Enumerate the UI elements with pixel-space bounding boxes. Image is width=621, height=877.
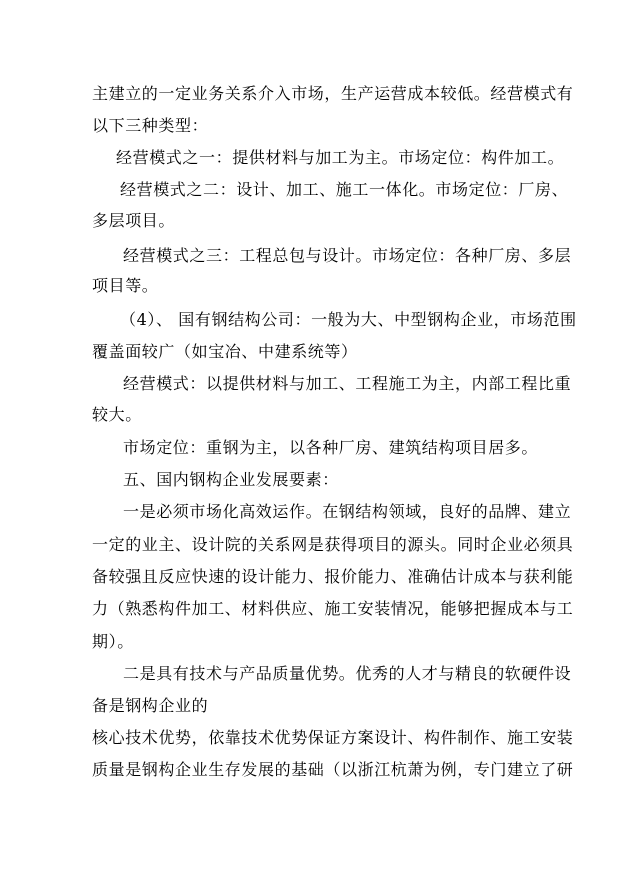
text-line-17: 力（熟悉构件加工、材料供应、施工安装情况，能够把握成本与工 — [92, 599, 574, 618]
text-line-6: 经营模式之三：工程总包与设计。市场定位：各种厂房、多层 — [123, 246, 572, 265]
text-line-3: 经营模式之一：提供材料与加工为主。市场定位：构件加工。 — [116, 148, 565, 167]
text-line-8: （4）、 国有钢结构公司：一般为大、中型钢构企业，市场范围 — [120, 310, 577, 329]
text-line-2: 以下三种类型： — [92, 116, 209, 135]
text-line-13: 五、国内钢构企业发展要素： — [123, 470, 339, 489]
text-line-19: 二是具有技术与产品质量优势。优秀的人才与精良的软硬件设 — [123, 664, 572, 683]
text-line-10: 经营模式：以提供材料与加工、工程施工为主，内部工程比重 — [123, 374, 572, 393]
text-line-16: 备较强且反应快速的设计能力、报价能力、准确估计成本与获利能 — [92, 567, 574, 586]
text-line-21: 核心技术优势，依靠技术优势保证方案设计、构件制作、施工安装 — [92, 728, 574, 747]
text-line-22: 质量是钢构企业生存发展的基础（以浙江杭萧为例，专门建立了研 — [92, 760, 574, 779]
text-line-7: 项目等。 — [92, 276, 159, 295]
text-line-15: 一定的业主、设计院的关系网是获得项目的源头。同时企业必须具 — [92, 535, 574, 554]
text-line-5: 多层项目。 — [92, 211, 176, 230]
text-line-4: 经营模式之二：设计、加工、施工一体化。市场定位：厂房、 — [120, 180, 569, 199]
text-line-12: 市场定位：重钢为主，以各种厂房、建筑结构项目居多。 — [123, 438, 539, 457]
text-line-14: 一是必须市场化高效运作。在钢结构领域，良好的品牌、建立 — [123, 502, 572, 521]
text-line-20: 备是钢构企业的 — [92, 696, 209, 715]
text-line-18: 期）。 — [92, 632, 134, 651]
text-line-1: 主建立的一定业务关系介入市场，生产运营成本较低。经营模式有 — [92, 84, 574, 103]
text-line-11: 较大。 — [92, 405, 142, 424]
text-line-9: 覆盖面较广（如宝冶、中建系统等） — [92, 342, 358, 361]
